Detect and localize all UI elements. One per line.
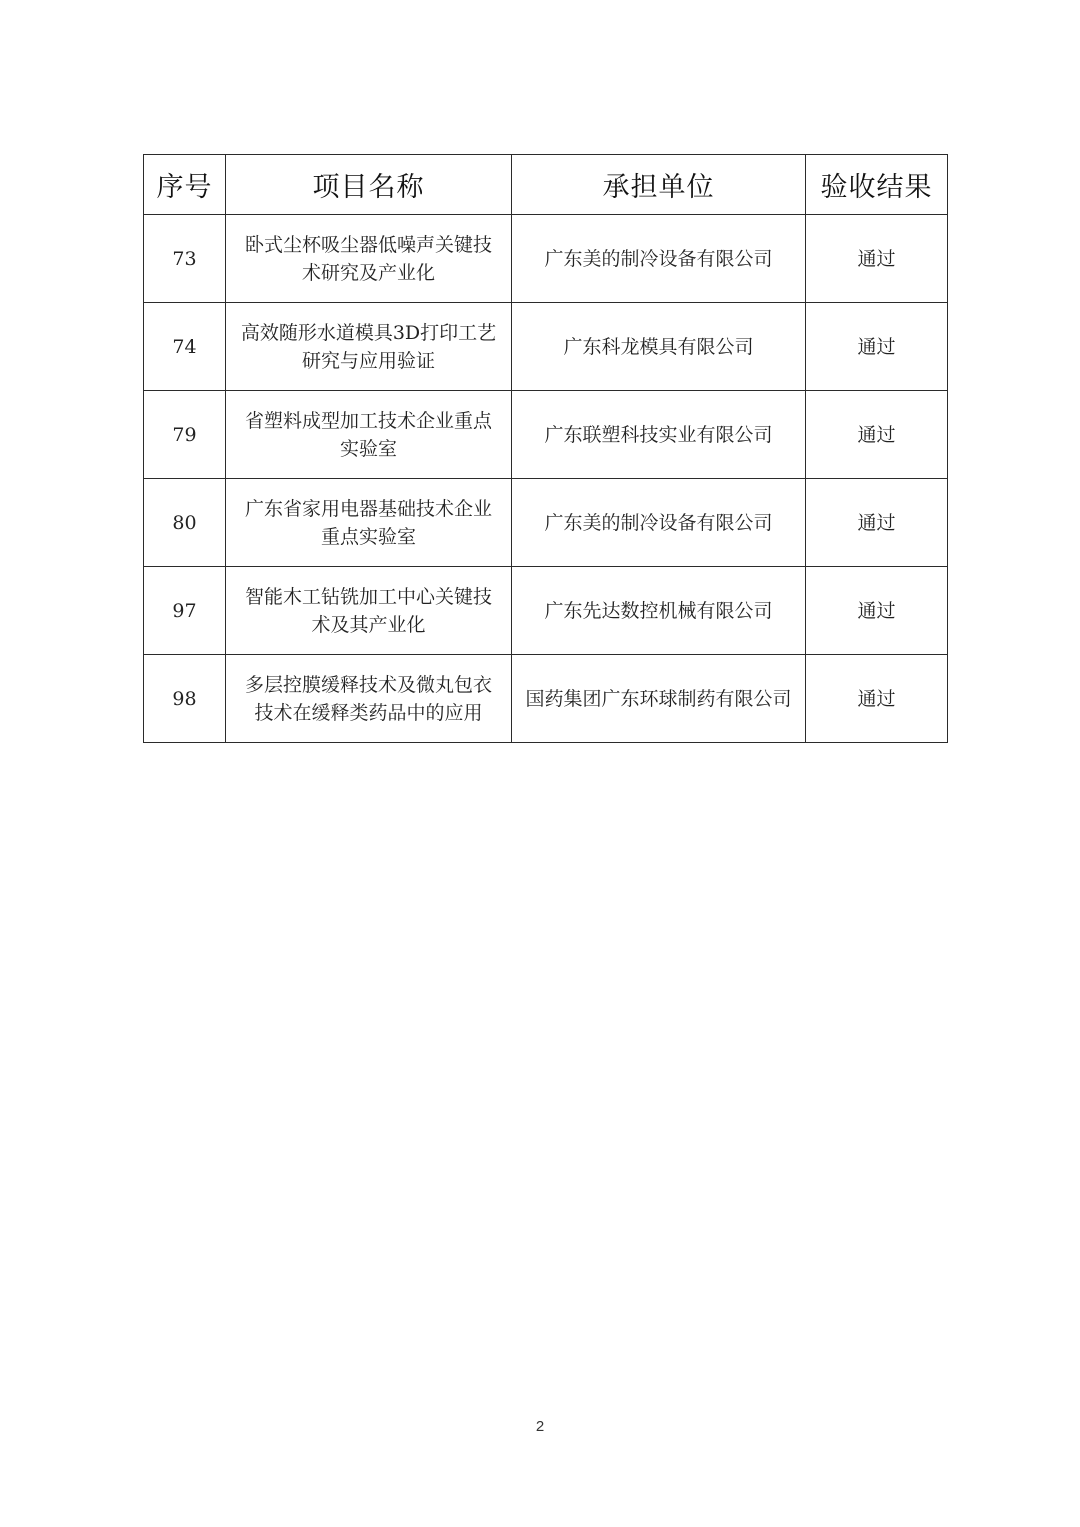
cell-project-name: 多层控膜缓释技术及微丸包衣技术在缓释类药品中的应用 <box>226 655 512 743</box>
acceptance-results-table <box>143 154 948 743</box>
cell-serial-number: 97 <box>144 567 226 655</box>
cell-undertaking-unit: 广东联塑科技实业有限公司 <box>512 391 806 479</box>
cell-project-name: 高效随形水道模具3D打印工艺研究与应用验证 <box>226 303 512 391</box>
cell-acceptance-result: 通过 <box>806 215 948 303</box>
table-row <box>144 479 948 567</box>
cell-project-name: 广东省家用电器基础技术企业重点实验室 <box>226 479 512 567</box>
cell-project-name: 卧式尘杯吸尘器低噪声关键技术研究及产业化 <box>226 215 512 303</box>
cell-serial-number: 98 <box>144 655 226 743</box>
table-row <box>144 215 948 303</box>
cell-acceptance-result: 通过 <box>806 391 948 479</box>
table-row <box>144 655 948 743</box>
header-undertaking-unit: 承担单位 <box>512 155 806 215</box>
cell-undertaking-unit: 广东美的制冷设备有限公司 <box>512 215 806 303</box>
cell-acceptance-result: 通过 <box>806 655 948 743</box>
header-acceptance-result: 验收结果 <box>806 155 948 215</box>
cell-undertaking-unit: 广东美的制冷设备有限公司 <box>512 479 806 567</box>
cell-acceptance-result: 通过 <box>806 303 948 391</box>
cell-undertaking-unit: 广东先达数控机械有限公司 <box>512 567 806 655</box>
cell-project-name: 智能木工钻铣加工中心关键技术及其产业化 <box>226 567 512 655</box>
table-header-row <box>144 155 948 215</box>
cell-serial-number: 74 <box>144 303 226 391</box>
header-serial-number: 序号 <box>144 155 226 215</box>
cell-acceptance-result: 通过 <box>806 567 948 655</box>
cell-serial-number: 80 <box>144 479 226 567</box>
header-project-name: 项目名称 <box>226 155 512 215</box>
table-row <box>144 391 948 479</box>
table-row <box>144 303 948 391</box>
page-number: 2 <box>535 1418 545 1435</box>
table-row <box>144 567 948 655</box>
cell-serial-number: 79 <box>144 391 226 479</box>
cell-serial-number: 73 <box>144 215 226 303</box>
cell-undertaking-unit: 广东科龙模具有限公司 <box>512 303 806 391</box>
cell-acceptance-result: 通过 <box>806 479 948 567</box>
cell-project-name: 省塑料成型加工技术企业重点实验室 <box>226 391 512 479</box>
cell-undertaking-unit: 国药集团广东环球制药有限公司 <box>512 655 806 743</box>
